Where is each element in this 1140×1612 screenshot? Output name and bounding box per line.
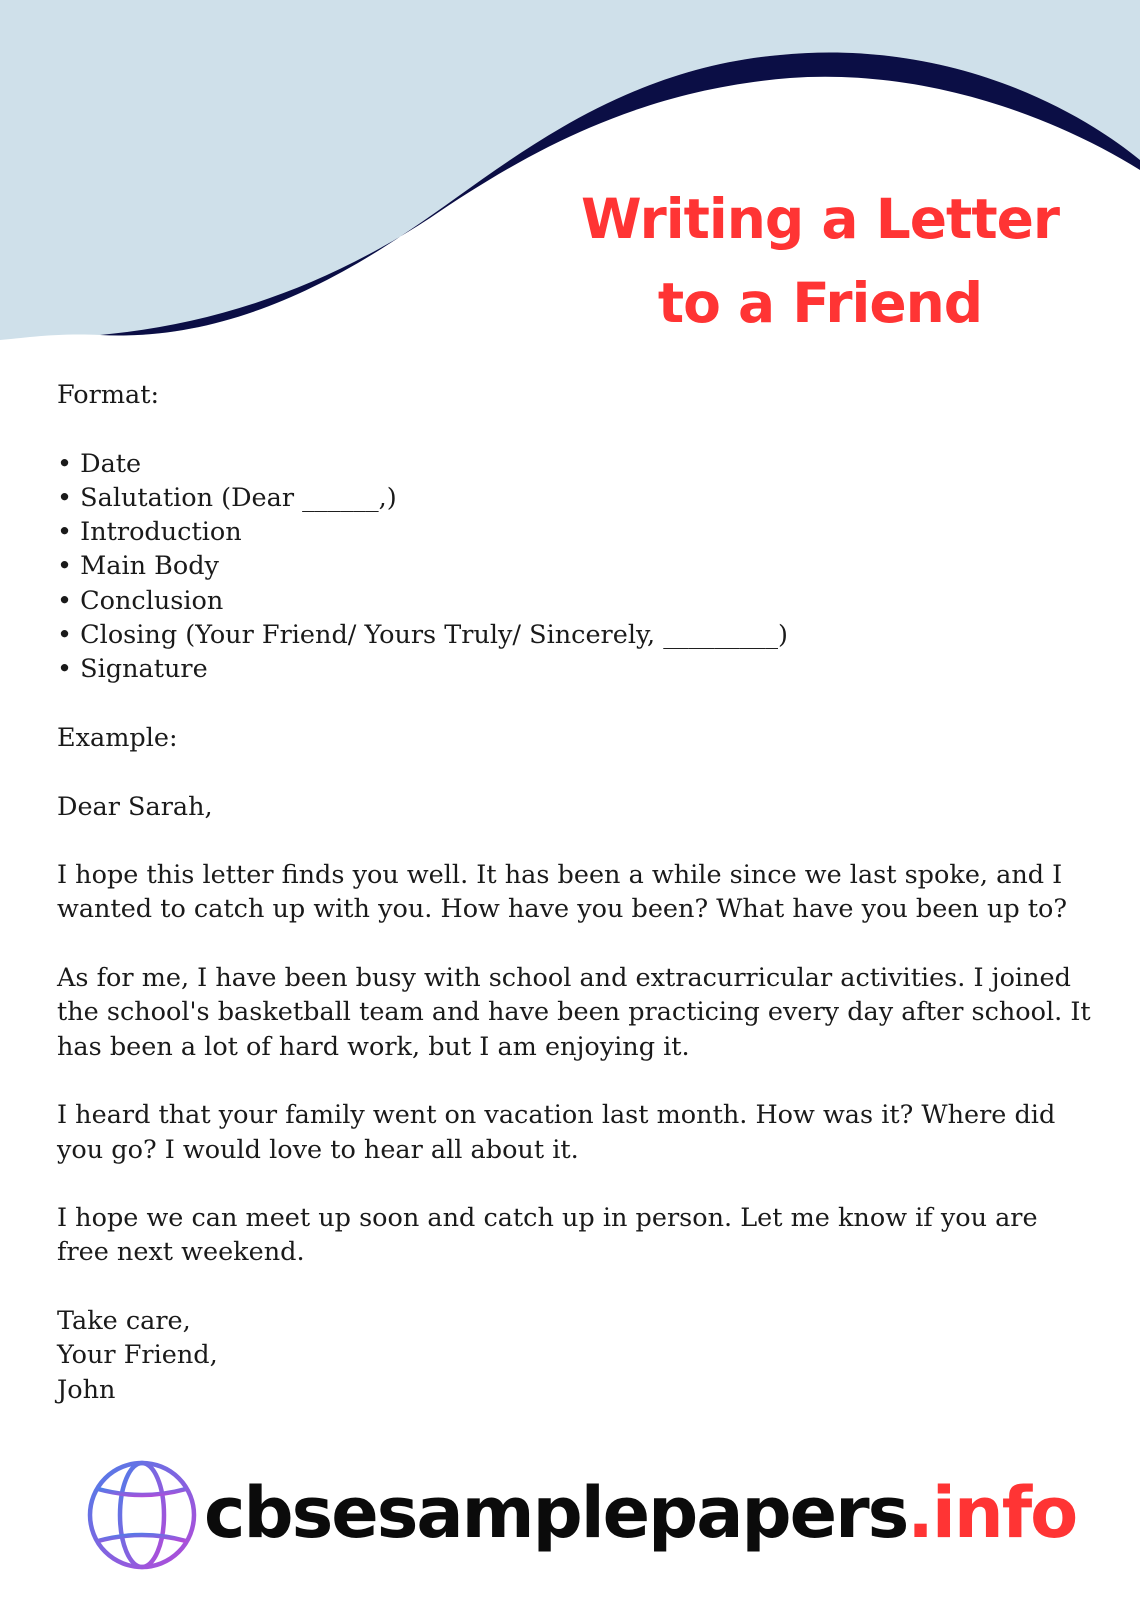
brand-logo-text[interactable] — [204, 1465, 1076, 1561]
globe-icon — [86, 1459, 198, 1571]
example-label: Example: — [57, 722, 178, 753]
format-item-signature: • Signature — [57, 654, 208, 685]
page-title-line-2: to a Friend — [657, 271, 983, 335]
format-label: Format: — [57, 380, 160, 410]
format-item-closing: • Closing (Your Friend/ Yours Truly/ Sincerely, _________) — [57, 620, 788, 651]
format-list — [57, 447, 1097, 687]
brand-name: cbsesamplepapers — [204, 1472, 908, 1554]
format-item-conclusion: • Conclusion — [57, 585, 224, 616]
page-title-line-1: Writing a Letter — [580, 187, 1060, 251]
letter-content — [57, 378, 1097, 1407]
letter-salutation: Dear Sarah, — [57, 791, 213, 822]
format-item-date: • Date — [57, 448, 142, 479]
format-item-main-body: • Main Body — [57, 551, 219, 582]
letter-signature-name: John — [57, 1374, 116, 1405]
letter-closing-phrase: Take care, — [57, 1306, 191, 1337]
letter-paragraph: I hope we can meet up soon and catch up in person. Let me know if you are free next weekend. — [57, 1203, 1038, 1268]
format-item-introduction: • Introduction — [57, 517, 242, 548]
letter-paragraph: I hope this letter finds you well. It has been a while since we last spoke, and I wanted to catch up with you. How have you been? What have you been up to? — [57, 860, 1068, 925]
brand-domain-suffix: .info — [907, 1472, 1077, 1554]
footer-brand — [86, 1459, 1106, 1571]
letter-closing-sign-off: Your Friend, — [57, 1340, 218, 1371]
letter-paragraph: As for me, I have been busy with school and extracurricular activities. I joined the school's basketball team and have been practicing every day after school. It has been a lot of hard work, but I am enjoying it. — [57, 963, 1091, 1062]
format-item-salutation: • Salutation (Dear ______,) — [57, 482, 397, 513]
letter-paragraph: I heard that your family went on vacation last month. How was it? Where did you go? I would love to hear all about it. — [57, 1100, 1056, 1165]
